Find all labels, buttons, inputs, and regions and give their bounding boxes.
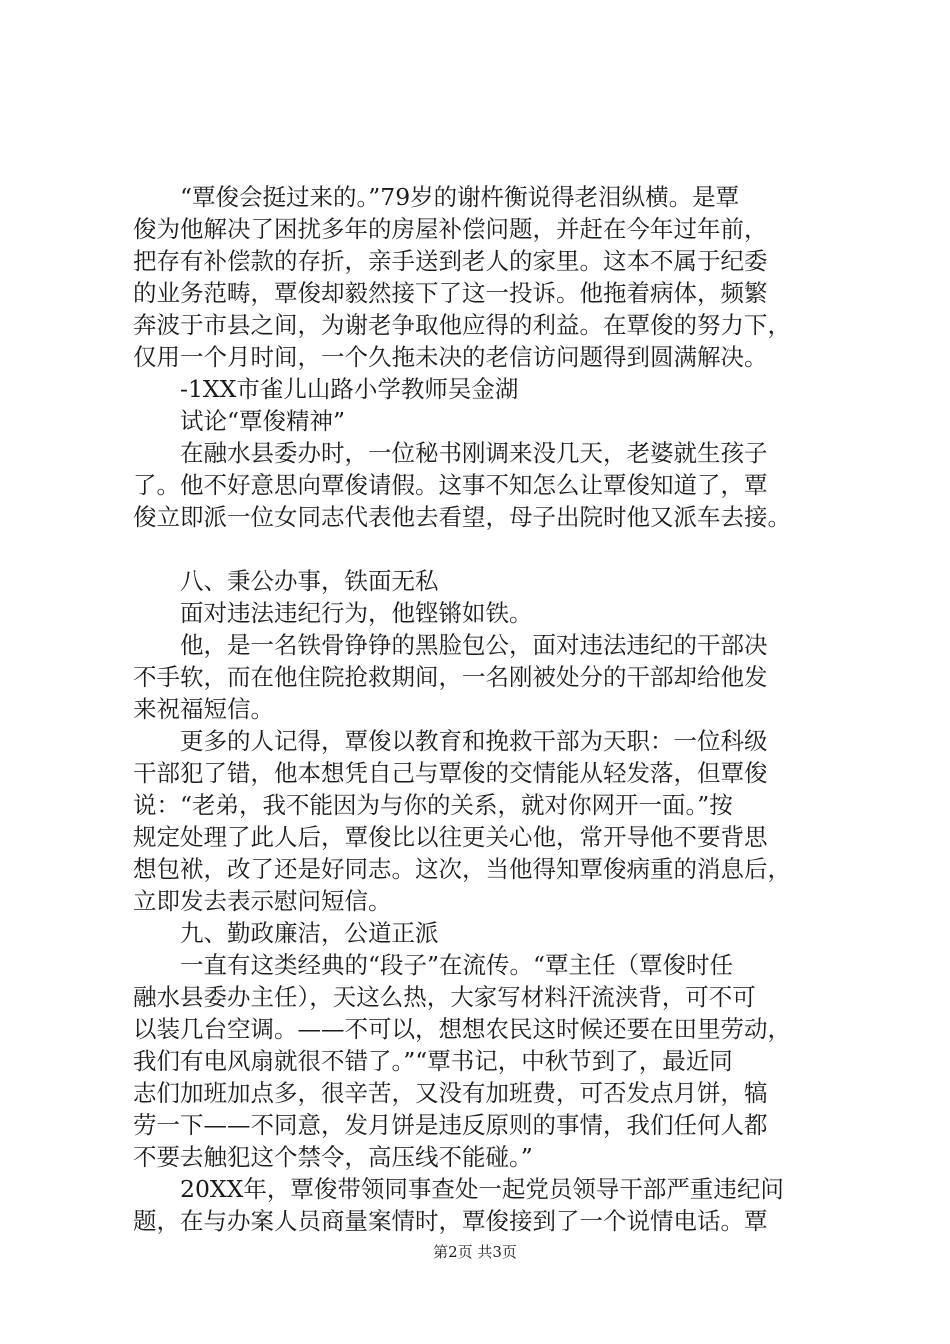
text-line: 说：“老弟，我不能因为与你的关系，就对你网开一面。”按 bbox=[133, 791, 733, 819]
text-line: 面对违法违纪行为，他铿锵如铁。 bbox=[133, 599, 533, 627]
author-line: -1XX市雀儿山路小学教师吴金湖 bbox=[133, 375, 519, 403]
text-line: 立即发去表示慰问短信。 bbox=[133, 887, 392, 915]
text-line: 我们有电风扇就很不错了。”“覃书记，中秋节到了，最近同 bbox=[133, 1047, 733, 1075]
text-line: 来祝福短信。 bbox=[133, 695, 274, 723]
text-line: 俊为他解决了困扰多年的房屋补偿问题，并赶在今年过年前， bbox=[133, 215, 768, 243]
section-heading: 九、勤政廉洁，公道正派 bbox=[133, 919, 439, 947]
text-line: 奔波于市县之间，为谢老争取他应得的利益。在覃俊的努力下， bbox=[133, 311, 791, 339]
text-line: 俊立即派一位女同志代表他去看望，母子出院时他又派车去接。 bbox=[133, 503, 791, 531]
text-line: 他，是一名铁骨铮铮的黑脸包公，面对违法违纪的干部决 bbox=[133, 631, 768, 659]
text-line: 在融水县委办时，一位秘书刚调来没几天，老婆就生孩子 bbox=[133, 439, 768, 467]
text-line: “覃俊会挺过来的。”79岁的谢杵衡说得老泪纵横。是覃 bbox=[133, 183, 740, 211]
section-heading: 试论“覃俊精神” bbox=[133, 407, 346, 435]
text-line: 劳一下——不同意，发月饼是违反原则的事情，我们任何人都 bbox=[133, 1111, 768, 1139]
section-heading: 八、秉公办事，铁面无私 bbox=[133, 567, 439, 595]
page-number-footer: 第2页 共3页 bbox=[433, 1243, 517, 1261]
text-line: 不手软，而在他住院抢救期间，一名刚被处分的干部却给他发 bbox=[133, 663, 768, 691]
text-line: 20XX年，覃俊带领同事查处一起党员领导干部严重违纪问 bbox=[133, 1175, 784, 1203]
text-line: 想包袱，改了还是好同志。这次，当他得知覃俊病重的消息后， bbox=[133, 855, 791, 883]
text-line: 一直有这类经典的“段子”在流传。“覃主任（覃俊时任 bbox=[133, 951, 734, 979]
text-line: 题，在与办案人员商量案情时，覃俊接到了一个说情电话。覃 bbox=[133, 1207, 768, 1235]
text-line: 志们加班加点多，很辛苦，又没有加班费，可否发点月饼，犒 bbox=[133, 1079, 768, 1107]
text-line: 融水县委办主任），天这么热，大家写材料汗流浃背，可不可 bbox=[133, 983, 756, 1011]
text-line: 了。他不好意思向覃俊请假。这事不知怎么让覃俊知道了，覃 bbox=[133, 471, 768, 499]
text-line: 规定处理了此人后，覃俊比以往更关心他，常开导他不要背思 bbox=[133, 823, 768, 851]
text-line: 以装几台空调。——不可以，想想农民这时候还要在田里劳动， bbox=[133, 1015, 791, 1043]
text-line: 把存有补偿款的存折，亲手送到老人的家里。这本不属于纪委 bbox=[133, 247, 768, 275]
text-line: 仅用一个月时间，一个久拖未决的老信访问题得到圆满解决。 bbox=[133, 343, 768, 371]
text-line: 的业务范畴，覃俊却毅然接下了这一投诉。他拖着病体，频繁 bbox=[133, 279, 768, 307]
text-line: 干部犯了错，他本想凭自己与覃俊的交情能从轻发落，但覃俊 bbox=[133, 759, 768, 787]
text-line: 更多的人记得，覃俊以教育和挽救干部为天职：一位科级 bbox=[133, 727, 768, 755]
text-line: 不要去触犯这个禁令，高压线不能碰。” bbox=[133, 1143, 533, 1171]
